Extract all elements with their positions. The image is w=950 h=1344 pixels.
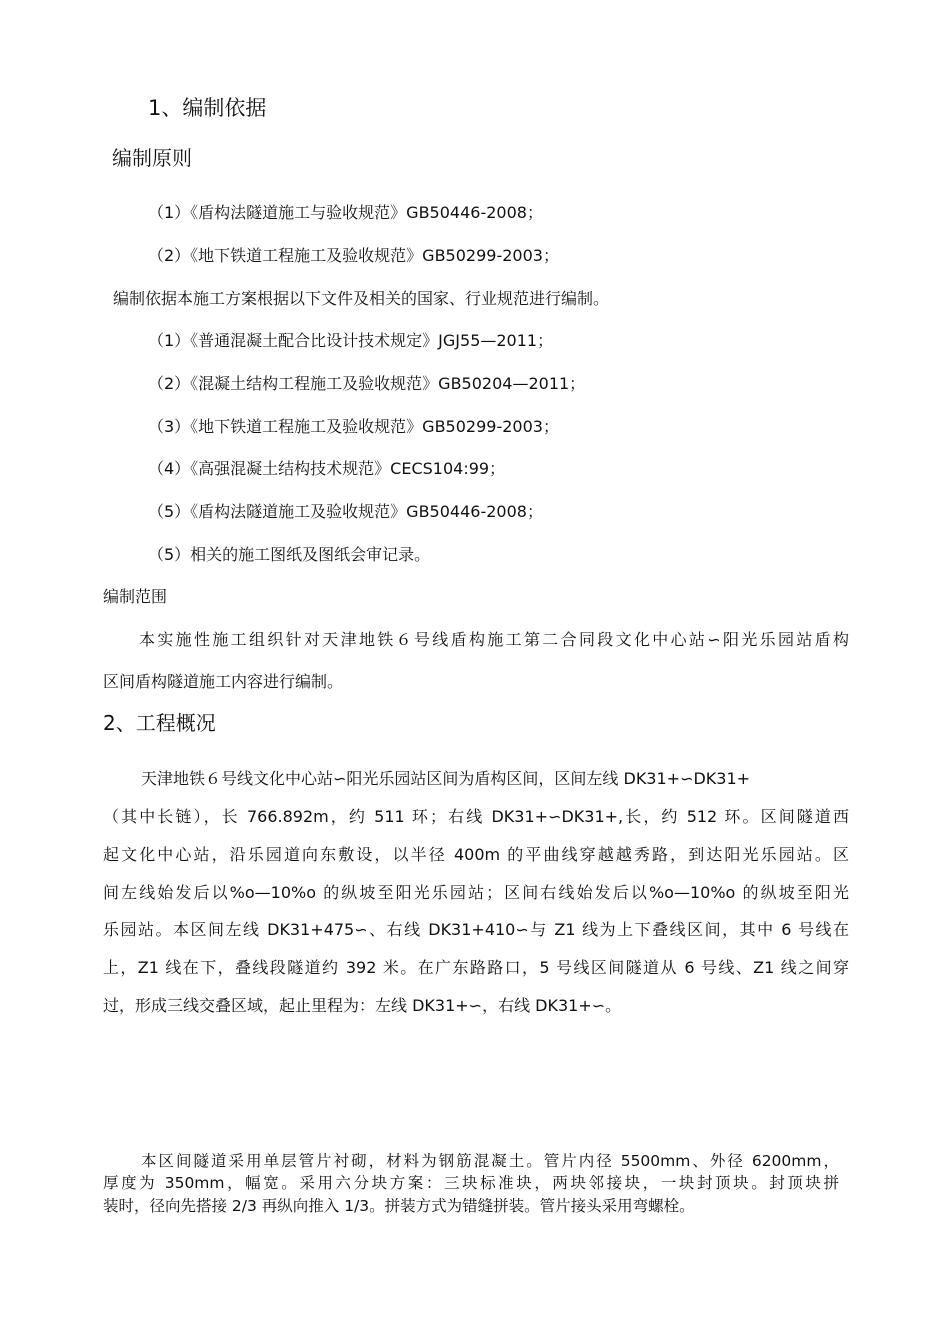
principle-item: （1）《盾构法隧道施工与验收规范》GB50446-2008；	[148, 203, 543, 222]
lining-paragraph-line: 本区间隧道采用单层管片衬砌，材料为钢筋混凝土。管片内径 5500mm、外径 6200mm，	[141, 1152, 839, 1170]
scope-paragraph-line: 本实施性施工组织针对天津地铁６号线盾构施工第二合同段文化中心站∽阳光乐园站盾构	[139, 630, 849, 649]
section-1-heading: 1、编制依据	[148, 96, 267, 120]
basis-intro: 编制依据本施工方案根据以下文件及相关的国家、行业规范进行编制。	[113, 289, 610, 308]
principle-item: （2）《地下铁道工程施工及验收规范》GB50299-2003；	[148, 246, 559, 265]
basis-item: （5）相关的施工图纸及图纸会审记录。	[148, 545, 431, 564]
basis-item: （2）《混凝土结构工程施工及验收规范》GB50204—2011；	[148, 374, 586, 393]
overview-paragraph-line: 过，形成三线交叠区域，起止里程为：左线 DK31+∽，右线 DK31+∽。	[103, 996, 622, 1015]
basis-item: （3）《地下铁道工程施工及验收规范》GB50299-2003；	[148, 417, 559, 436]
overview-paragraph-line: 天津地铁６号线文化中心站∽阳光乐园站区间为盾构区间，区间左线 DK31+∽DK31+	[141, 769, 751, 788]
scope-heading: 编制范围	[103, 587, 168, 606]
basis-item: （4）《高强混凝土结构技术规范》CECS104:99；	[148, 459, 506, 478]
lining-paragraph-line: 装时，径向先搭接 2/3 再纵向推入 1/3。拼装方式为错缝拼装。管片接头采用弯螺栓。	[103, 1197, 695, 1215]
scope-paragraph-line: 区间盾构隧道施工内容进行编制。	[103, 672, 344, 691]
overview-paragraph-line: （其中长链），长 766.892m，约 511 环；右线 DK31+∽DK31+,长，约 512 环。区间隧道西	[103, 807, 849, 826]
basis-item: （1）《普通混凝土配合比设计技术规定》JGJ55—2011；	[148, 331, 554, 350]
lining-paragraph-line: 厚度为 350mm，幅宽。采用六分块方案：三块标准块，两块邻接块，一块封顶块。封顶块拼	[103, 1174, 839, 1192]
basis-item: （5）《盾构法隧道施工及验收规范》GB50446-2008；	[148, 502, 543, 521]
overview-paragraph-line: 上，Z1 线在下，叠线段隧道约 392 米。在广东路路口，5 号线区间隧道从 6 号线、Z1 线之间穿	[103, 958, 849, 977]
overview-paragraph-line: 起文化中心站，沿乐园道向东敷设，以半径 400m 的平曲线穿越越秀路，到达阳光乐园站。区	[103, 845, 849, 864]
principle-heading: 编制原则	[112, 146, 192, 170]
overview-paragraph-line: 乐园站。本区间左线 DK31+475∽、右线 DK31+410∽与 Z1 线为上下叠线区间，其中 6 号线在	[103, 920, 849, 939]
section-2-heading: 2、工程概况	[103, 711, 216, 735]
overview-paragraph-line: 间左线始发后以%o—10%o 的纵坡至阳光乐园站；区间右线始发后以%o—10%o 的纵坡至阳光	[103, 883, 849, 902]
